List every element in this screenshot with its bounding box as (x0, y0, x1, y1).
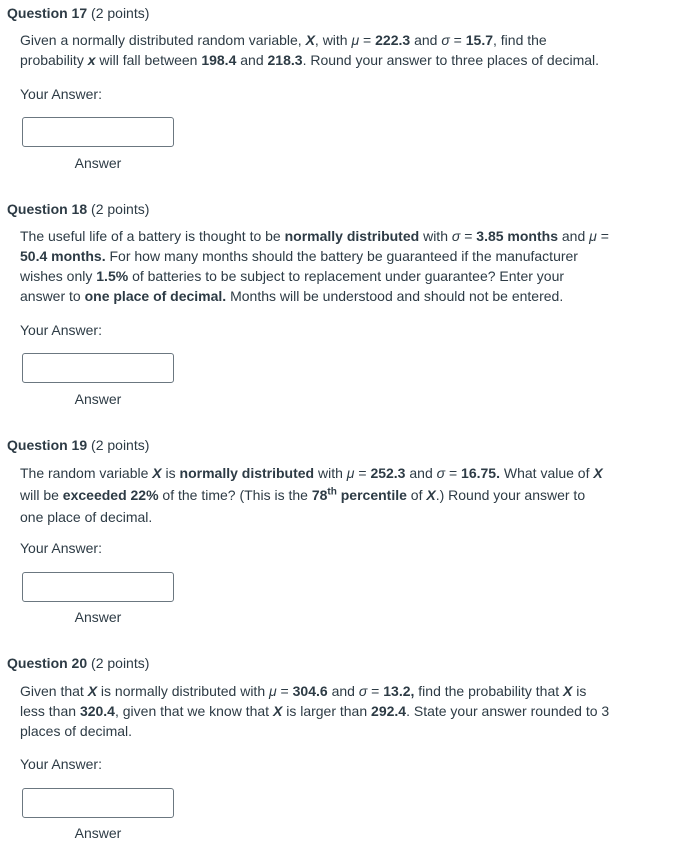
question-19-header (7, 436, 149, 454)
answer-input[interactable] (22, 353, 174, 383)
question-17-text: Given a normally distributed random variable, X, with μ = 222.3 and σ = 15.7, find the probability x will fall between 198.4 and 218.3. Round your answer to three places of decimal. (20, 32, 600, 68)
question-19-text: The random variable X is normally distributed with μ = 252.3 and σ = 16.75. What value of X will be exceeded 22% of the time? (This is the 78th percentile of X.) Round your answer to one place of decimal. (20, 465, 603, 525)
your-answer-label: Your Answer: (20, 540, 102, 556)
answer-caption: Answer (74, 155, 122, 171)
question-17-header (7, 4, 149, 22)
your-answer-label: Your Answer: (20, 756, 102, 772)
question-20-text: Given that X is normally distributed with μ = 304.6 and σ = 13.2, find the probability that X is less than 320.4, given that we know that X is larger than 292.4. State your answer rounded to 3 places of decimal. (20, 683, 610, 739)
answer-caption: Answer (74, 609, 122, 625)
question-18-text: The useful life of a battery is thought to be normally distributed with σ = 3.85 months and μ = 50.4 months. For how many months should the battery be guaranteed if the manufacturer wishes only 1.5% of batteries to be subject to replacement under guarantee? Enter your answer to one place of decimal. Months will be understood and should not be entered. (20, 228, 609, 304)
answer-input[interactable] (22, 572, 174, 602)
question-20-header (7, 654, 149, 672)
question-points: (2 points) (91, 655, 150, 671)
answer-input[interactable] (22, 788, 174, 818)
question-number: Question 20 (7, 655, 88, 671)
question-number: Question 18 (7, 201, 88, 217)
your-answer-label: Your Answer: (20, 86, 102, 102)
your-answer-label: Your Answer: (20, 322, 102, 338)
answer-input[interactable] (22, 117, 174, 147)
answer-caption: Answer (74, 825, 122, 841)
question-points: (2 points) (91, 437, 150, 453)
question-number: Question 17 (7, 5, 88, 21)
question-number: Question 19 (7, 437, 88, 453)
question-points: (2 points) (91, 201, 150, 217)
answer-caption: Answer (74, 391, 122, 407)
question-18-header (7, 200, 149, 218)
question-points: (2 points) (91, 5, 150, 21)
